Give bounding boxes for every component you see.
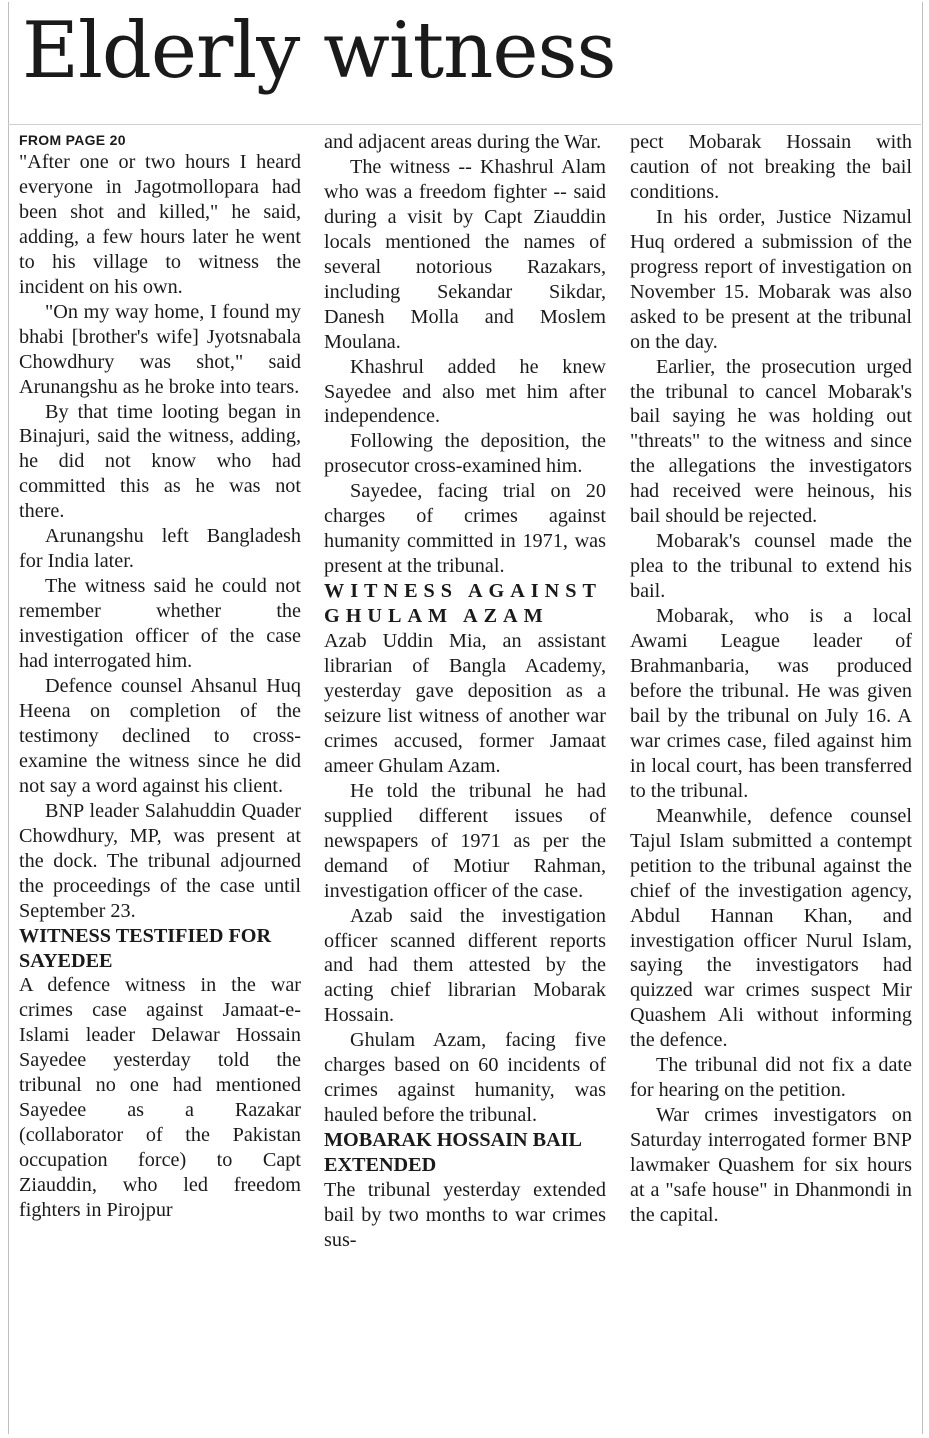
article-paragraph: Defence counsel Ahsanul Huq Heena on completion of the testimony declined to cross-examine the witness since he did not say a word against his client. (19, 675, 301, 797)
article-paragraph: Azab Uddin Mia, an assistant librarian of Bangla Academy, yesterday gave deposition as a seizure list witness of another war crimes accused, former Jamaat ameer Ghulam Azam. (324, 630, 606, 777)
article-paragraph: The tribunal did not fix a date for hearing on the petition. (630, 1054, 912, 1102)
article-column-1 (19, 130, 301, 1430)
article-paragraph: Azab said the investigation officer scanned different reports and had them attested by the acting chief librarian Mobarak Hossain. (324, 904, 606, 1027)
article-paragraph: The witness -- Khashrul Alam who was a freedom fighter -- said during a visit by Capt Ziauddin locals mentioned the names of several notorious Razakars, including Sekandar Sikdar, Danesh Molla and Moslem Moulana. (324, 155, 606, 353)
article-paragraph: Mobarak, who is a local Awami League leader of Brahmanbaria, was produced before the tribunal. He was given bail by the tribunal on July 16. A war crimes case, filed against him in local court, has been transferred to the tribunal. (630, 605, 912, 802)
article-paragraph: A defence witness in the war crimes case against Jamaat-e-Islami leader Delawar Hossain Sayedee yesterday told the tribunal no one had mentioned Sayedee as a Razakar (collaborator of the Pakistan occupation force) to Capt Ziauddin, who led freedom fighters in Pirojpur (19, 974, 301, 1222)
article-paragraph: Following the deposition, the prosecutor cross-examined him. (324, 430, 606, 478)
section-subhead: WITNESS AGAINST GHULAM AZAM (324, 580, 602, 628)
article-paragraph: Khashrul added he knew Sayedee and also met him after independence. (324, 355, 606, 428)
article-paragraph: He told the tribunal he had supplied different issues of newspapers of 1971 as per the demand of Motiur Rahman, investigation officer of the case. (324, 779, 606, 902)
article-paragraph: By that time looting began in Binajuri, said the witness, adding, he did not know who had committed this as he was not there. (19, 400, 301, 523)
article-paragraph: The witness said he could not remember whether the investigation officer of the case had interrogated him. (19, 575, 301, 673)
section-subhead: MOBARAK HOSSAIN BAIL EXTENDED (324, 1129, 581, 1177)
article-column-3 (630, 130, 912, 1430)
article-paragraph: Sayedee, facing trial on 20 charges of crimes against humanity committed in 1971, was present at the tribunal. (324, 480, 606, 578)
article-paragraph: War crimes investigators on Saturday interrogated former BNP lawmaker Quashem for six hours at a "safe house" in Dhanmondi in the capital. (630, 1104, 912, 1226)
article-paragraph: Earlier, the prosecution urged the tribunal to cancel Mobarak's bail saying he was holding out "threats" to the witness and since the allegations the investigators had received were heinous, his bail should be rejected. (630, 355, 912, 528)
article-paragraph: Ghulam Azam, facing five charges based on 60 incidents of crimes against humanity, was hauled before the tribunal. (324, 1029, 606, 1127)
article-column-2 (324, 130, 606, 1430)
section-subhead: WITNESS TESTIFIED FOR SAYEDEE (19, 924, 272, 972)
article-paragraph: Mobarak's counsel made the plea to the tribunal to extend his bail. (630, 530, 912, 603)
article-paragraph: and adjacent areas during the War. (324, 131, 602, 153)
headline-rule (8, 124, 921, 125)
article-paragraph: BNP leader Salahuddin Quader Chowdhury, MP, was present at the dock. The tribunal adjourned the proceedings of the case until September 23. (19, 799, 301, 922)
article-paragraph: Meanwhile, defence counsel Tajul Islam submitted a contempt petition to the tribunal against the chief of the investigation agency, Abdul Hannan Khan, and investigation officer Nurul Islam, saying the investigators had quizzed war crimes suspect Mir Quashem Ali without informing the defence. (630, 804, 912, 1052)
headline: Elderly witness (22, 6, 616, 96)
article-paragraph: pect Mobarak Hossain with caution of not breaking the bail conditions. (630, 131, 912, 203)
article-paragraph: "On my way home, I found my bhabi [brother's wife] Jyotsnabala Chowdhury was shot," said Arunangshu as he broke into tears. (19, 300, 301, 398)
article-paragraph: Arunangshu left Bangladesh for India later. (19, 525, 301, 573)
article-paragraph: The tribunal yesterday extended bail by two months to war crimes sus- (324, 1179, 606, 1251)
from-page-kicker: FROM PAGE 20 (19, 132, 126, 148)
article-paragraph: "After one or two hours I heard everyone in Jagotmollopara had been shot and killed," he said, adding, a few hours later he went to his village to witness the incident on his own. (19, 151, 301, 298)
article-paragraph: In his order, Justice Nizamul Huq ordered a submission of the progress report of investigation on November 15. Mobarak was also asked to be present at the tribunal on the day. (630, 205, 912, 353)
